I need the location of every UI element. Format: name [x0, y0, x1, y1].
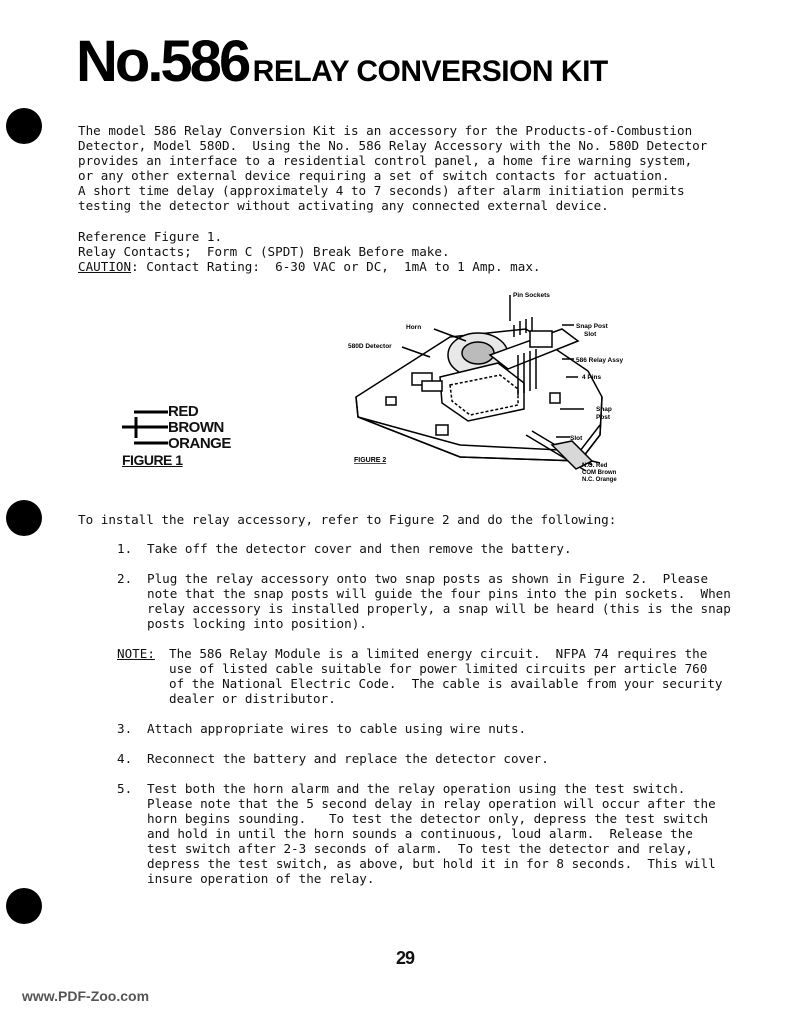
step-line: posts locking into position). — [147, 616, 367, 631]
wire-lines-icon — [118, 402, 168, 452]
label-snap-post-slot: Snap Post — [576, 323, 608, 330]
label-four-pins: 4 Pins — [582, 374, 602, 381]
intro-line: The model 586 Relay Conversion Kit is an accessory for the Products-of-Combustion — [78, 123, 693, 138]
step-line: test switch after 2-3 seconds of alarm. To test the detector and relay, — [147, 841, 693, 856]
intro-line: Detector, Model 580D. Using the No. 586 Relay Accessory with the No. 580D Detector — [78, 138, 708, 153]
reference-figure-line: Reference Figure 1. — [78, 229, 223, 244]
step-line: horn begins sounding. To test the detector only, depress the test switch — [147, 811, 709, 826]
page-title — [76, 28, 608, 95]
step-line: depress the test switch, as above, but hold it in for 8 seconds. This will — [147, 856, 716, 871]
step-number: 1. — [117, 541, 133, 556]
page-number: 29 — [396, 948, 415, 968]
figure-2-caption: FIGURE 2 — [354, 457, 387, 464]
note-label: NOTE: — [117, 646, 155, 661]
figure-1 — [118, 402, 238, 470]
step-line: Plug the relay accessory onto two snap posts as shown in Figure 2. Please — [147, 571, 709, 586]
intro-line: testing the detector without activating any connected external device. — [78, 198, 609, 213]
relay-contacts-line: Relay Contacts; Form C (SPDT) Break Before make. — [78, 244, 450, 259]
label-com-brown: COM Brown — [582, 470, 617, 476]
step-line: Take off the detector cover and then remove the battery. — [147, 541, 572, 556]
intro-line: provides an interface to a residential control panel, a home fire warning system, — [78, 153, 693, 168]
label-snap-post-2: Post — [596, 414, 611, 421]
model-number: No.586 — [76, 29, 249, 94]
step-line: and hold in until the horn sounds a continuous, loud alarm. Release the — [147, 826, 693, 841]
note-line: use of listed cable suitable for power limited circuits per article 760 — [169, 661, 708, 676]
intro-line: or any other external device requiring a set of switch contacts for actuation. — [78, 168, 670, 183]
wire-label-orange: ORANGE — [168, 435, 231, 452]
step-line: Reconnect the battery and replace the detector cover. — [147, 751, 549, 766]
binder-hole-middle — [6, 500, 42, 536]
label-no-red: N.O. Red — [582, 463, 608, 469]
intro-line: A short time delay (approximately 4 to 7 seconds) after alarm initiation permits — [78, 183, 685, 198]
title-text: RELAY CONVERSION KIT — [252, 55, 608, 88]
wire-label-red: RED — [168, 403, 199, 420]
label-nc-orange: N.C. Orange — [582, 477, 617, 483]
step-line: insure operation of the relay. — [147, 871, 375, 886]
step-number: 4. — [117, 751, 133, 766]
figure-2 — [330, 285, 640, 489]
label-slot: Slot — [570, 435, 583, 442]
note-line: The 586 Relay Module is a limited energy circuit. NFPA 74 requires the — [169, 646, 708, 661]
caution-label: CAUTION — [78, 259, 132, 274]
label-snap-post-slot-2: Slot — [584, 331, 597, 338]
binder-hole-bottom — [6, 888, 42, 924]
step-number: 5. — [117, 781, 133, 796]
figure-1-caption: FIGURE 1 — [122, 452, 183, 468]
caution-line — [78, 259, 541, 274]
step-number: 3. — [117, 721, 133, 736]
detector-illustration-icon — [330, 285, 640, 485]
step-line: Please note that the 5 second delay in relay operation will occur after the — [147, 796, 716, 811]
note-line: of the National Electric Code. The cable is available from your security — [169, 676, 723, 691]
watermark-link[interactable]: www.PDF-Zoo.com — [22, 988, 150, 1004]
label-relay-assy: 586 Relay Assy — [576, 357, 624, 364]
label-detector: 580D Detector — [348, 343, 392, 350]
step-line: relay accessory is installed properly, a snap will be heard (this is the snap — [147, 601, 731, 616]
caution-text: : Contact Rating: 6-30 VAC or DC, 1mA to 1 Amp. max. — [131, 259, 541, 274]
label-snap-post: Snap — [596, 406, 612, 413]
label-horn: Horn — [406, 324, 422, 331]
step-line: Attach appropriate wires to cable using wire nuts. — [147, 721, 527, 736]
label-pin-sockets: Pin Sockets — [513, 292, 550, 299]
install-intro: To install the relay accessory, refer to Figure 2 and do the following: — [78, 512, 617, 527]
step-line: Test both the horn alarm and the relay operation using the test switch. — [147, 781, 686, 796]
wire-label-brown: BROWN — [168, 419, 224, 436]
binder-hole-top — [6, 108, 42, 144]
note-line: dealer or distributor. — [169, 691, 336, 706]
step-line: note that the snap posts will guide the four pins into the pin sockets. When — [147, 586, 731, 601]
step-number: 2. — [117, 571, 133, 586]
